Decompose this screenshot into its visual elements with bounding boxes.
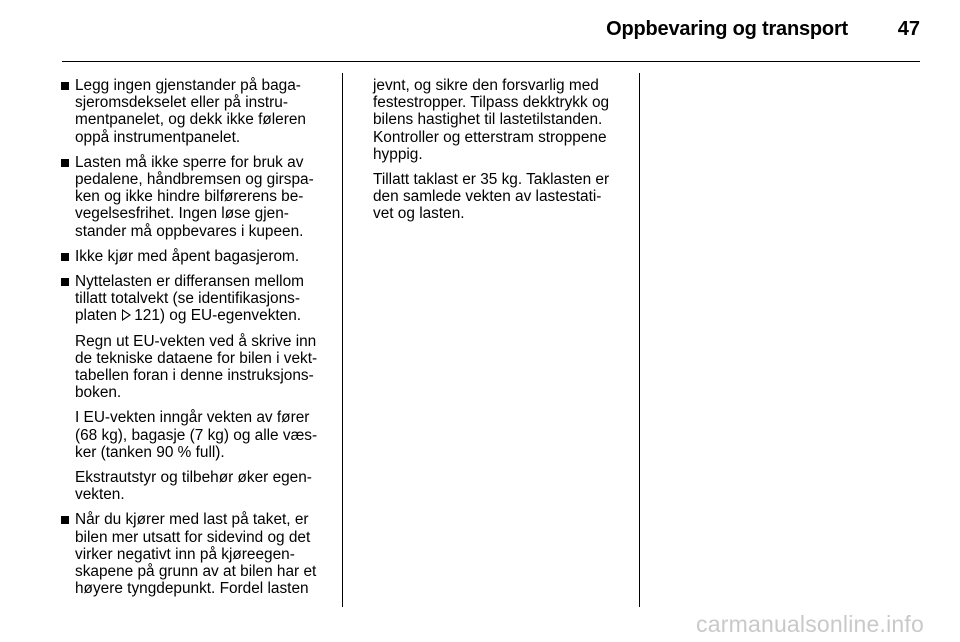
text-line: vet og lasten. <box>373 205 465 223</box>
page-title: Oppbevaring og transport <box>606 18 848 40</box>
text-line: Kontroller og etterstram stroppene <box>373 128 607 146</box>
text-line: pedalene, håndbremsen og girspa- <box>75 171 314 189</box>
text-line: tabellen foran i denne instruksjons- <box>75 367 314 385</box>
text-line <box>75 307 330 324</box>
text-line: boken. <box>75 384 122 402</box>
page-header <box>0 0 960 62</box>
text-line: I EU-vekten inngår vekten av fører <box>75 409 310 427</box>
text-line: høyere tyngdepunkt. Fordel lasten <box>75 580 309 598</box>
page-number: 47 <box>897 18 920 40</box>
text-line: bilens hastighet til lastetilstanden. <box>373 111 603 129</box>
square-bullet-icon <box>61 516 69 524</box>
text-line: Lasten må ikke sperre for bruk av <box>75 153 304 171</box>
text-line: virker negativt inn på kjøreegen- <box>75 545 295 563</box>
column-divider-left <box>342 73 343 607</box>
text-line: bilen mer utsatt for sidevind og det <box>75 528 311 546</box>
text-line: oppå instrumentpanelet. <box>75 128 241 146</box>
list-item <box>60 154 330 240</box>
square-bullet-icon <box>61 82 69 90</box>
text-line: Legg ingen gjenstander på baga- <box>75 77 301 94</box>
paragraph <box>373 77 631 163</box>
text-line: Nyttelasten er differansen mellom <box>75 273 304 291</box>
list-item <box>60 511 330 597</box>
text-fragment: 121) og EU-egenvekten. <box>134 307 302 325</box>
text-line: Når du kjører med last på taket, er <box>75 511 309 529</box>
list-item <box>60 248 330 265</box>
square-bullet-icon <box>61 278 69 286</box>
header-rule <box>62 61 920 62</box>
text-column-1 <box>60 77 330 605</box>
text-line: (68 kg), bagasje (7 kg) og alle væs- <box>75 426 318 444</box>
text-line: festestropper. Tilpass dekktrykk og <box>373 94 610 112</box>
column-divider-right <box>639 73 640 607</box>
square-bullet-icon <box>61 253 69 261</box>
text-line: de tekniske dataene for bilen i vekt- <box>75 349 318 367</box>
paragraph <box>60 469 330 503</box>
text-line: jevnt, og sikre den forsvarlig med <box>373 77 599 94</box>
text-line: ker (tanken 90 % full). <box>75 443 225 461</box>
paragraph <box>60 333 330 402</box>
text-line: vekten. <box>75 486 125 504</box>
text-line: mentpanelet, og dekk ikke føleren <box>75 111 306 129</box>
paragraph <box>60 409 330 461</box>
text-line: tillatt totalvekt (se identifikasjons- <box>75 290 300 308</box>
text-line: stander må oppbevares i kupeen. <box>75 222 304 240</box>
paragraph <box>373 171 631 223</box>
list-item <box>60 273 330 325</box>
text-line: Ekstrautstyr og tilbehør øker egen- <box>75 469 312 487</box>
text-line: hyppig. <box>373 145 423 163</box>
text-line: Tillatt taklast er 35 kg. Taklasten er <box>373 171 610 189</box>
list-item <box>60 77 330 146</box>
page-reference-arrow-icon <box>122 309 131 321</box>
text-line: den samlede vekten av lastestati- <box>373 188 602 206</box>
text-fragment: platen <box>75 307 117 325</box>
text-line: sjeromsdekselet eller på instru- <box>75 94 288 112</box>
text-line: vegelsesfrihet. Ingen løse gjen- <box>75 205 289 223</box>
watermark: carmanualsonline.info <box>696 611 924 637</box>
text-line: ken og ikke hindre bilførerens be- <box>75 188 304 206</box>
square-bullet-icon <box>61 159 69 167</box>
text-line: Ikke kjør med åpent bagasjerom. <box>75 247 300 265</box>
text-column-2 <box>373 77 631 231</box>
text-line: Regn ut EU-vekten ved å skrive inn <box>75 332 317 350</box>
text-line: skapene på grunn av at bilen har et <box>75 563 317 581</box>
